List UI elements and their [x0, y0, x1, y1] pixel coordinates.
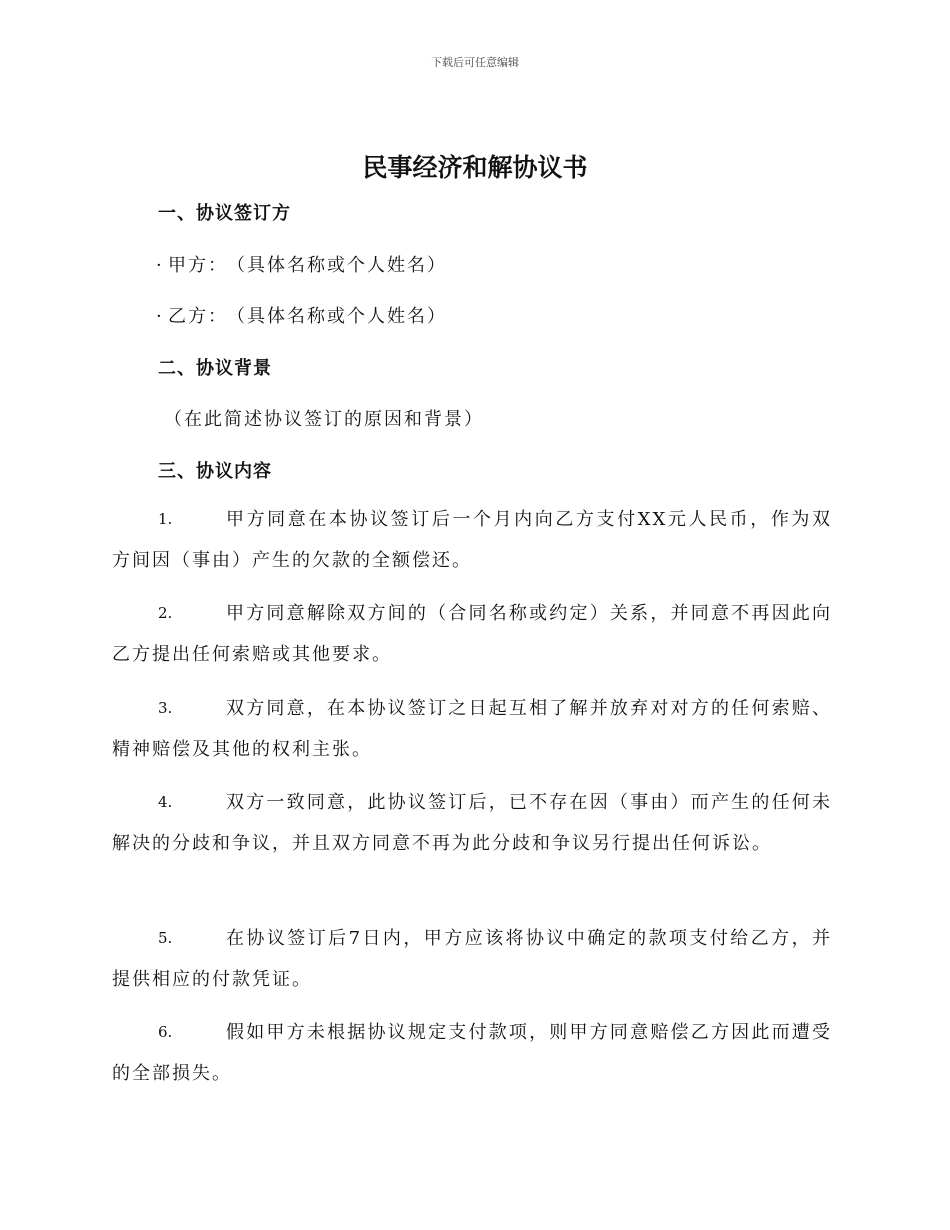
header-note: 下载后可任意编辑	[431, 56, 519, 69]
background-text: （在此简述协议签订的原因和背景）	[164, 409, 484, 430]
party-a-value: （具体名称或个人姓名）	[236, 255, 447, 276]
agreement-item-number: 1.	[158, 510, 173, 528]
party-a-label: 甲方：	[168, 255, 228, 276]
section-heading-background: 二、协议背景	[158, 358, 272, 379]
agreement-item-number: 3.	[158, 699, 173, 717]
bullet-icon: ·	[156, 306, 164, 327]
agreement-item-text: 甲方同意在本协议签订后一个月内向乙方支付XX元人民币，作为双方间因（事由）产生的欠款的全额偿还。	[112, 509, 832, 571]
agreement-item-text: 假如甲方未根据协议规定支付款项，则甲方同意赔偿乙方因此而遭受的全部损失。	[112, 1022, 832, 1084]
agreement-item-number: 6.	[158, 1023, 173, 1041]
agreement-item-text: 双方一致同意，此协议签订后，已不存在因（事由）而产生的任何未解决的分歧和争议，并且双方同意不再为此分歧和争议另行提出任何诉讼。	[112, 792, 832, 854]
party-b-value: （具体名称或个人姓名）	[236, 306, 447, 327]
section-heading-parties: 一、协议签订方	[158, 203, 291, 224]
section-heading-content: 三、协议内容	[158, 461, 272, 482]
agreement-item-number: 5.	[158, 929, 173, 947]
party-b-line	[156, 302, 447, 328]
agreement-item-text: 在协议签订后7日内，甲方应该将协议中确定的款项支付给乙方，并提供相应的付款凭证。	[112, 928, 832, 990]
agreement-item-number: 2.	[158, 604, 173, 622]
document-title: 民事经济和解协议书	[362, 153, 588, 182]
party-a-line	[156, 251, 447, 277]
party-b-label: 乙方：	[168, 306, 228, 327]
agreement-item-text: 双方同意，在本协议签订之日起互相了解并放弃对对方的任何索赔、精神赔偿及其他的权利主张。	[112, 698, 832, 760]
bullet-icon: ·	[156, 255, 164, 276]
agreement-item-number: 4.	[158, 793, 173, 811]
agreement-item-text: 甲方同意解除双方间的（合同名称或约定）关系，并同意不再因此向乙方提出任何索赔或其他要求。	[112, 603, 832, 665]
